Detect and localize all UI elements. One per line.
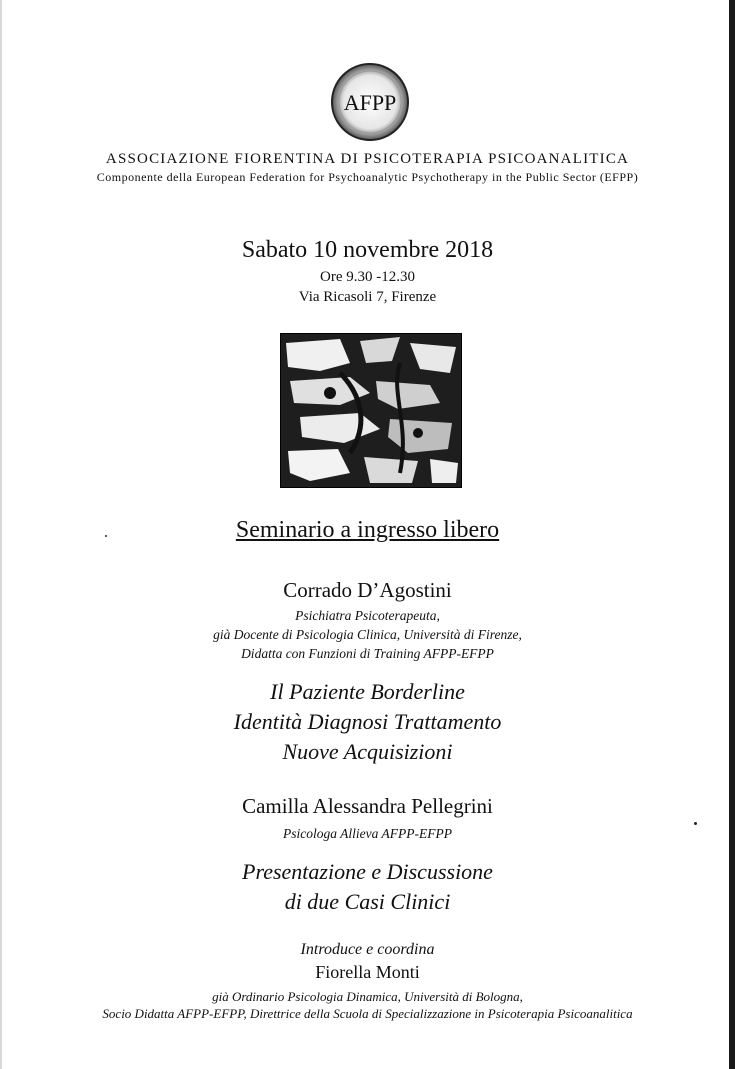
logo-text: AFPP [343, 90, 397, 115]
speaker-role-line: Didatta con Funzioni di Training AFPP-EFPP [241, 646, 494, 661]
speaker-name-2: Camilla Alessandra Pellegrini [242, 794, 493, 818]
speaker-name-1: Corrado D’Agostini [283, 578, 452, 602]
talk-title-line: Identità Diagnosi Trattamento [233, 709, 502, 734]
moderator-name: Fiorella Monti [315, 962, 420, 982]
talk-title-line: Il Paziente Borderline [270, 679, 465, 704]
scan-speck [105, 535, 107, 537]
speaker-role-line: Psicologa Allieva AFPP-EFPP [283, 826, 452, 841]
moderator-role-line: già Ordinario Psicologia Dinamica, Università di Bologna, [212, 989, 523, 1004]
afpp-logo [330, 62, 410, 142]
organization-affiliation: Componente della European Federation for Psychoanalytic Psychotherapy in the Public Sector (EFPP) [96, 170, 639, 184]
abstract-artwork-image [280, 333, 462, 488]
moderator-role-line: Socio Didatta AFPP-EFPP, Direttrice della Scuola di Specializzazione in Psicoterapia Psicoanalitica [102, 1006, 633, 1021]
speaker-role-line: già Docente di Psicologia Clinica, Università di Firenze, [213, 627, 522, 642]
event-time: Ore 9.30 -12.30 [320, 269, 415, 285]
talk-title-line: di due Casi Clinici [284, 889, 451, 914]
organization-name: ASSOCIAZIONE FIORENTINA DI PSICOTERAPIA PSICOANALITICA [105, 151, 630, 167]
talk-title-line: Presentazione e Discussione [242, 859, 493, 884]
talk-title-line: Nuove Acquisizioni [282, 739, 453, 764]
speaker-role-line: Psichiatra Psicoterapeuta, [295, 608, 440, 623]
scan-speck [694, 822, 697, 825]
moderator-intro: Introduce e coordina [300, 941, 435, 958]
seminar-heading: Seminario a ingresso libero [235, 517, 500, 543]
event-location: Via Ricasoli 7, Firenze [298, 289, 437, 305]
event-date: Sabato 10 novembre 2018 [241, 237, 494, 263]
